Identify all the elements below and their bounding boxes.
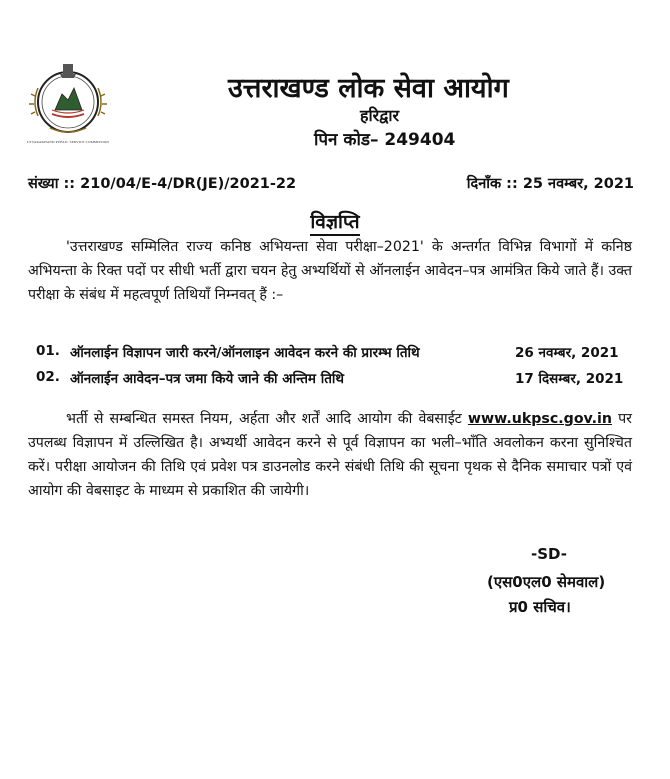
rules-paragraph — [28, 407, 632, 503]
signatory-designation: प्र0 सचिव। — [509, 598, 571, 616]
date-item-number: 01. — [36, 343, 60, 359]
organization-name: उत्तराखण्ड लोक सेवा आयोग — [228, 73, 509, 104]
notice-title — [0, 208, 670, 234]
signature-sd: -SD- — [531, 545, 567, 563]
notice-date: दिनाँक :: 25 नवम्बर, 2021 — [466, 176, 634, 192]
commission-logo — [22, 58, 114, 154]
notice-title-text: विज्ञप्ति — [310, 211, 359, 236]
date-item-number: 02. — [36, 369, 60, 385]
date-item — [36, 369, 636, 395]
intro-paragraph: 'उत्तराखण्ड सम्मिलित राज्य कनिष्ठ अभियन्ता सेवा परीक्षा–2021' के अन्तर्गत विभिन्न विभागों में कनिष्ठ अभियन्ता के रिक्त पदों पर सीधी भर्ती द्वारा चयन हेतु अभ्यर्थियों से ऑनलाईन आवेदन–पत्र आमंत्रित किये जाते हैं। उक्त परीक्षा के संबंध में महत्वपूर्ण तिथियाँ निम्नवत् हैं :– — [28, 239, 632, 303]
emblem-icon — [22, 58, 114, 138]
date-item-label: ऑनलाईन आवेदन–पत्र जमा किये जाने की अन्तिम तिथि — [70, 371, 345, 387]
logo-caption: UTTARAKHAND PUBLIC SERVICE COMMISSION — [27, 140, 109, 144]
date-item-value: 17 दिसम्बर, 2021 — [515, 371, 624, 387]
rules-text-end: पर उपलब्ध विज्ञापन में उल्लिखित है। अभ्यर्थी आवेदन करने से पूर्व विज्ञापन का भली–भाँति अवलोकन करना सुनिश्चित करें। परीक्षा आयोजन की तिथि एवं प्रवेश पत्र डाउनलोड करने संबंधी तिथि की सूचना पृथक से दैनिक समाचार पत्रों एवं आयोग की वेबसाइट के माध्यम से प्रकाशित की जायेगी। — [28, 411, 632, 499]
pin-code: पिन कोड– 249404 — [314, 130, 456, 150]
signatory-name: (एस0एल0 सेमवाल) — [487, 573, 606, 591]
important-dates-list — [36, 343, 636, 395]
rules-text-start: भर्ती से सम्बन्धित समस्त नियम, अर्हता और शर्तें आदि आयोग की वेबसाईट — [66, 411, 462, 427]
date-item-label: ऑनलाईन विज्ञापन जारी करने/ऑनलाइन आवेदन करने की प्रारम्भ तिथि — [70, 345, 420, 361]
date-item — [36, 343, 636, 369]
reference-number: संख्या :: 210/04/E-4/DR(JE)/2021-22 — [28, 176, 297, 192]
website-link[interactable]: www.ukpsc.gov.in — [467, 411, 613, 427]
organization-city: हरिद्वार — [360, 106, 400, 125]
date-item-value: 26 नवम्बर, 2021 — [515, 345, 619, 361]
